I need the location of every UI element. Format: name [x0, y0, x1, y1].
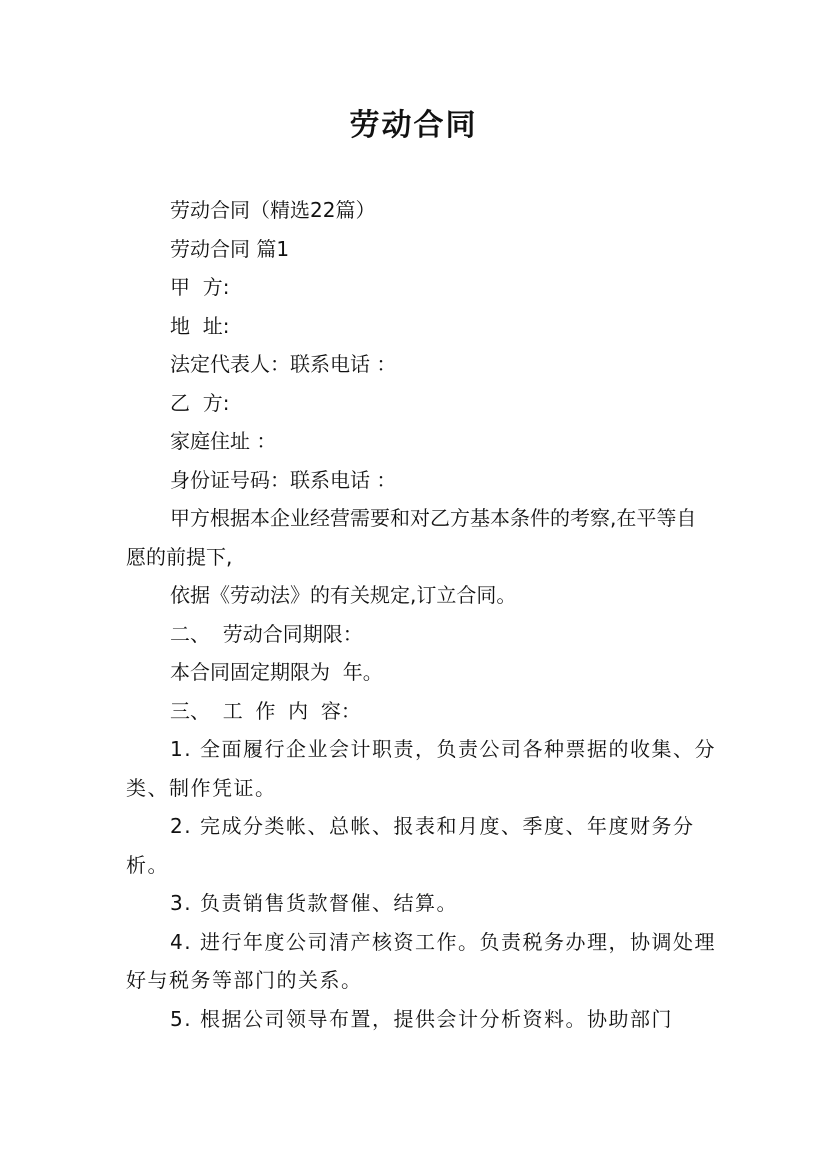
document-title: 劳动合同	[349, 108, 478, 143]
paragraph-duty-2: 2. 完成分类帐、总帐、报表和月度、季度、年度财务分析。	[126, 814, 695, 877]
paragraph-home-address: 家庭住址 ：	[170, 429, 277, 453]
paragraph-term: 本合同固定期限为 年。	[170, 660, 383, 684]
paragraph-party-a: 甲 方:	[170, 275, 230, 299]
paragraph-subtitle: 劳动合同（精选22篇）	[170, 198, 376, 222]
paragraph-legal-representative: 法定代表人：联系电话 ：	[170, 352, 397, 376]
paragraph-address: 地 址:	[170, 313, 230, 338]
paragraph-party-b: 乙 方:	[170, 390, 230, 415]
paragraph-section-two-heading: 二、 劳动合同期限：	[170, 621, 363, 646]
document-body	[126, 191, 716, 1038]
paragraph-preamble: 甲方根据本企业经营需要和对乙方基本条件的考察,在平等自愿的前提下,	[126, 506, 697, 569]
paragraph-duty-3: 3. 负责销售货款督催、结算。	[170, 891, 458, 915]
paragraph-section-three-heading: 三、 工 作 内 容：	[170, 698, 361, 723]
paragraph-contract-number: 劳动合同 篇1	[170, 236, 290, 261]
paragraph-duty-4: 4. 进行年度公司清产核资工作。负责税务办理，协调处理好与税务等部门的关系。	[126, 929, 716, 992]
paragraph-id-number: 身份证号码：联系电话 ：	[170, 467, 397, 492]
paragraph-duty-1: 1. 全面履行企业会计职责，负责公司各种票据的收集、分类、制作凭证。	[126, 737, 716, 800]
paragraph-duty-5: 5. 根据公司领导布置，提供会计分析资料。协助部门	[170, 1006, 673, 1031]
paragraph-legal-basis: 依据《劳动法》的有关规定,订立合同。	[170, 583, 517, 607]
